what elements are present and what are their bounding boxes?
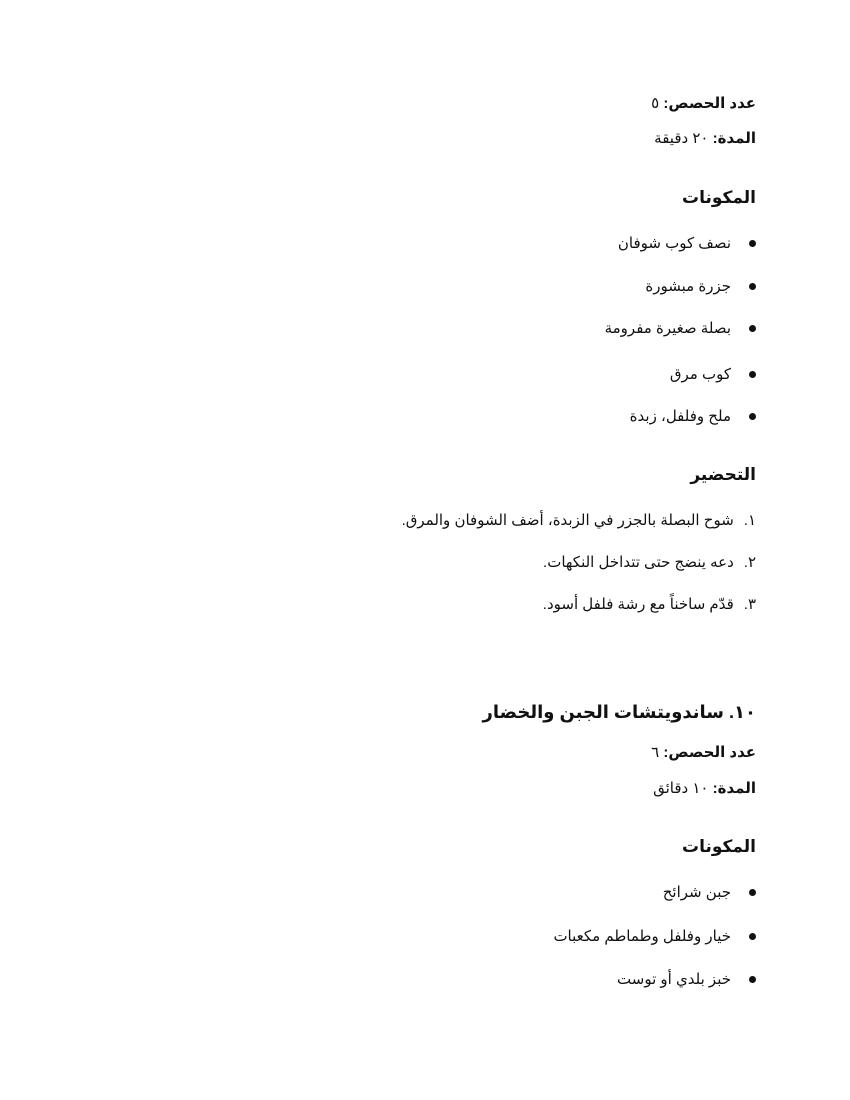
list-item: [605, 319, 756, 339]
servings-label: عدد الحصص:: [663, 744, 756, 761]
list-item: [617, 970, 756, 990]
servings-line: [651, 743, 756, 763]
duration-label: المدة:: [712, 780, 756, 797]
bullet-icon: [749, 933, 756, 940]
step-number: ٢.: [743, 554, 756, 571]
step-text: قدّم ساخناً مع رشة فلفل أسود.: [542, 596, 734, 613]
bullet-icon: [749, 976, 756, 983]
ingredient-text: جبن شرائح: [662, 884, 731, 901]
recipe-title: ١٠. ساندويتشات الجبن والخضار: [482, 702, 756, 722]
bullet-icon: [749, 240, 756, 247]
duration-label: المدة:: [712, 130, 756, 147]
duration-value: ٢٠ دقيقة: [654, 130, 709, 147]
step-item: [543, 553, 756, 573]
duration-value: ١٠ دقائق: [653, 780, 709, 797]
list-item: [645, 277, 756, 297]
bullet-icon: [749, 283, 756, 290]
ingredient-text: جزرة مبشورة: [645, 278, 731, 295]
step-number: ١.: [743, 512, 756, 529]
ingredient-text: خبز بلدي أو توست: [617, 971, 731, 988]
servings-value: ٦: [651, 744, 660, 761]
ingredient-text: بصلة صغيرة مفرومة: [604, 320, 731, 337]
servings-value: ٥: [651, 95, 660, 112]
step-number: ٣.: [743, 596, 756, 613]
bullet-icon: [749, 889, 756, 896]
step-item: [402, 511, 756, 531]
step-text: شوح البصلة بالجزر في الزبدة، أضف الشوفان والمرق.: [401, 512, 734, 529]
list-item: [663, 883, 756, 903]
servings-label: عدد الحصص:: [663, 95, 756, 112]
servings-line: [651, 94, 756, 114]
ingredient-text: خيار وفلفل وطماطم مكعبات: [553, 928, 731, 945]
list-item: [670, 365, 756, 385]
bullet-icon: [749, 325, 756, 332]
step-text: دعه ينضج حتى تتداخل النكهات.: [543, 554, 734, 571]
ingredients-heading: المكونات: [681, 837, 756, 856]
ingredients-heading: المكونات: [681, 188, 756, 207]
duration-line: [653, 779, 756, 799]
bullet-icon: [749, 371, 756, 378]
ingredient-text: نصف كوب شوفان: [617, 235, 731, 252]
ingredient-text: كوب مرق: [669, 366, 731, 383]
step-item: [543, 595, 756, 615]
bullet-icon: [749, 413, 756, 420]
list-item: [553, 927, 756, 947]
duration-line: [654, 129, 756, 149]
list-item: [618, 234, 756, 254]
ingredient-text: ملح وفلفل، زبدة: [629, 408, 731, 425]
prep-heading: التحضير: [690, 465, 756, 484]
list-item: [630, 407, 756, 427]
